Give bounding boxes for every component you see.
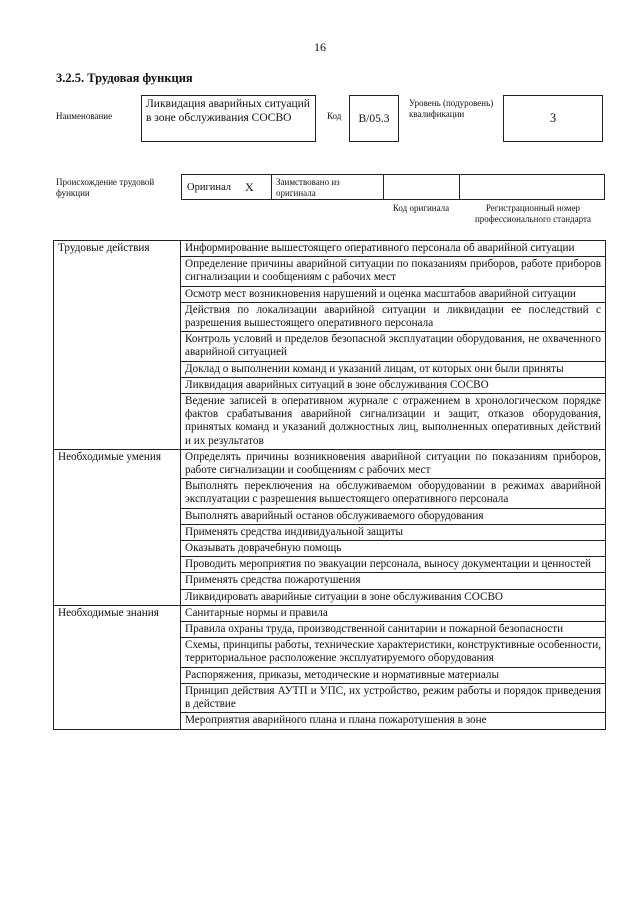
- origin-label: Происхождение трудовой функции: [56, 177, 155, 198]
- origin-table: [181, 174, 605, 200]
- section-item: Осмотр мест возникновения нарушений и оценка масштабов аварийной ситуации: [181, 286, 606, 302]
- table-row: [54, 605, 606, 621]
- table-row: [54, 241, 606, 257]
- section-item: Контроль условий и пределов безопасной эксплуатации оборудования, не охваченного аварийной ситуацией: [181, 332, 606, 361]
- section-item: Принцип действия АУТП и УПС, их устройство, режим работы и порядок приведения в действие: [181, 683, 606, 712]
- code-label: Код: [327, 111, 342, 121]
- section-item: Ликвидировать аварийные ситуации в зоне обслуживания СОСВО: [181, 589, 606, 605]
- section-item: Выполнять аварийный останов обслуживаемого оборудования: [181, 508, 606, 524]
- origin-code-cell: [384, 175, 460, 199]
- name-label: Наименование: [56, 111, 113, 121]
- page-number: 16: [314, 40, 326, 54]
- section-item: Доклад о выполнении команд и указаний лицам, от которых они были приняты: [181, 361, 606, 377]
- section-item: Правила охраны труда, производственной санитарии и пожарной безопасности: [181, 622, 606, 638]
- section-item: Проводить мероприятия по эвакуации персонала, выносу документации и ценностей: [181, 557, 606, 573]
- function-table: [53, 240, 606, 730]
- reg-caption: Регистрационный номер профессионального стандарта: [474, 203, 592, 224]
- section-item: Действия по локализации аварийной ситуации и ликвидации ее последствий с разрешения вышестоящего оперативного персонала: [181, 302, 606, 331]
- function-name-box: Ликвидация аварийных ситуаций в зоне обслуживания СОСВО: [141, 95, 316, 142]
- qualification-level-box: 3: [503, 95, 603, 142]
- function-code-box: В/05.3: [349, 95, 399, 142]
- section-item: Определение причины аварийной ситуации по показаниям приборов, работе приборов сигнализации и сообщениям с рабочих мест: [181, 257, 606, 286]
- section-item: Применять средства индивидуальной защиты: [181, 524, 606, 540]
- code-caption: Код оригинала: [392, 203, 450, 213]
- section-item: Определять причины возникновения аварийной ситуации по показаниям приборов, работе сигнализации и сообщениям с рабочих мест: [181, 449, 606, 478]
- original-mark: X: [245, 179, 254, 194]
- section-item: Ликвидация аварийных ситуаций в зоне обслуживания СОСВО: [181, 377, 606, 393]
- section-item: Распоряжения, приказы, методические и нормативные материалы: [181, 667, 606, 683]
- borrowed-label: Заимствовано из оригинала: [272, 175, 384, 199]
- section-item: Информирование вышестоящего оперативного персонала об аварийной ситуации: [181, 241, 606, 257]
- section-item: Санитарные нормы и правила: [181, 605, 606, 621]
- section-item: Оказывать доврачебную помощь: [181, 541, 606, 557]
- original-label: Оригинал: [187, 181, 231, 193]
- section-title-cell: Необходимые умения: [54, 449, 181, 605]
- origin-reg-cell: [460, 175, 604, 199]
- table-row: [54, 449, 606, 478]
- section-title-cell: Трудовые действия: [54, 241, 181, 450]
- level-label: Уровень (подуровень) квалификации: [409, 98, 494, 119]
- section-item: Схемы, принципы работы, технические характеристики, конструктивные особенности, территориальное расположение эксплуатируемого оборудования: [181, 638, 606, 667]
- section-item: Применять средства пожаротушения: [181, 573, 606, 589]
- section-item: Выполнять переключения на обслуживаемом оборудовании в режимах аварийной эксплуатации с разрешения вышестоящего оперативного персонала: [181, 479, 606, 508]
- section-title-cell: Необходимые знания: [54, 605, 181, 729]
- section-item: Ведение записей в оперативном журнале с отражением в хронологическом порядке фактов срабатывания аварийной сигнализации и защит, отказов оборудования, принятых команд и указаний должностных лиц, выполненных оперативных действий и их результатов: [181, 394, 606, 450]
- section-title: 3.2.5. Трудовая функция: [56, 71, 193, 85]
- origin-original-cell: [182, 175, 272, 199]
- section-item: Мероприятия аварийного плана и плана пожаротушения в зоне: [181, 713, 606, 729]
